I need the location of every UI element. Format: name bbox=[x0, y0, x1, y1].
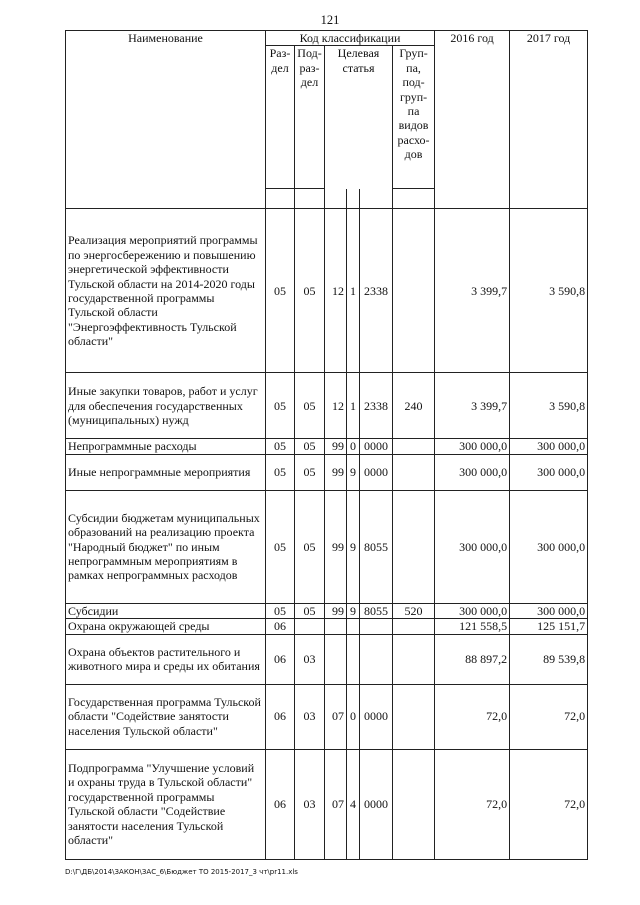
row-expense-group bbox=[393, 439, 435, 454]
row-target-direction: 0000 bbox=[360, 684, 393, 749]
row-expense-group: 520 bbox=[393, 603, 435, 618]
header-subsection: Под- раз- дел bbox=[295, 46, 325, 189]
row-target-subprogram: 9 bbox=[347, 454, 360, 490]
table-row bbox=[66, 634, 588, 684]
row-value-2017: 125 151,7 bbox=[510, 619, 588, 634]
row-name: Государственная программа Тульской области "Содействие занятости населения Тульской области" bbox=[66, 684, 266, 749]
row-value-2016: 300 000,0 bbox=[435, 490, 510, 603]
row-value-2016: 3 399,7 bbox=[435, 209, 510, 373]
row-target-direction: 0000 bbox=[360, 749, 393, 859]
row-name: Реализация мероприятий программы по энергосбережению и повышению энергетической эффективности Тульской области на 2014-2020 годы государственной программы Тульской области "Энергоэффективность Тульской области" bbox=[66, 209, 266, 373]
row-subsection: 05 bbox=[295, 373, 325, 439]
row-value-2017: 300 000,0 bbox=[510, 490, 588, 603]
header-expense-group: Груп- па, под- груп- па видов расхо- дов bbox=[393, 46, 435, 189]
row-target-subprogram: 4 bbox=[347, 749, 360, 859]
row-section: 05 bbox=[266, 490, 295, 603]
row-target-direction: 0000 bbox=[360, 454, 393, 490]
row-value-2016: 300 000,0 bbox=[435, 603, 510, 618]
row-value-2017: 72,0 bbox=[510, 684, 588, 749]
row-value-2017: 89 539,8 bbox=[510, 634, 588, 684]
row-subsection: 05 bbox=[295, 209, 325, 373]
table-row bbox=[66, 749, 588, 859]
row-section: 05 bbox=[266, 454, 295, 490]
row-subsection: 03 bbox=[295, 749, 325, 859]
row-name: Непрограммные расходы bbox=[66, 439, 266, 454]
row-name: Подпрограмма "Улучшение условий и охраны труда в Тульской области" государственной программы Тульской области "Содействие занятости населения Тульской области" bbox=[66, 749, 266, 859]
header-year-2016: 2016 год bbox=[435, 31, 510, 209]
row-value-2017: 3 590,8 bbox=[510, 209, 588, 373]
page-number: 121 bbox=[320, 13, 340, 27]
row-section: 05 bbox=[266, 209, 295, 373]
row-name: Иные закупки товаров, работ и услуг для обеспечения государственных (муниципальных) нужд bbox=[66, 373, 266, 439]
row-target-program: 99 bbox=[325, 490, 347, 603]
row-target-subprogram: 9 bbox=[347, 603, 360, 618]
row-value-2017: 3 590,8 bbox=[510, 373, 588, 439]
row-name: Охрана объектов растительного и животного мира и среды их обитания bbox=[66, 634, 266, 684]
table-row bbox=[66, 439, 588, 454]
row-section: 06 bbox=[266, 634, 295, 684]
row-target-subprogram: 0 bbox=[347, 684, 360, 749]
row-target-direction bbox=[360, 634, 393, 684]
table-row bbox=[66, 490, 588, 603]
row-value-2016: 72,0 bbox=[435, 749, 510, 859]
row-target-program: 07 bbox=[325, 684, 347, 749]
table-row bbox=[66, 209, 588, 373]
row-subsection bbox=[295, 619, 325, 634]
row-target-direction: 8055 bbox=[360, 603, 393, 618]
header-name: Наименование bbox=[66, 31, 266, 209]
row-section: 05 bbox=[266, 373, 295, 439]
row-value-2016: 3 399,7 bbox=[435, 373, 510, 439]
row-section: 06 bbox=[266, 684, 295, 749]
row-target-subprogram: 1 bbox=[347, 209, 360, 373]
row-expense-group bbox=[393, 619, 435, 634]
row-expense-group bbox=[393, 749, 435, 859]
row-section: 06 bbox=[266, 749, 295, 859]
row-value-2017: 300 000,0 bbox=[510, 603, 588, 618]
header-classification-code: Код классификации bbox=[266, 31, 435, 46]
row-subsection: 05 bbox=[295, 603, 325, 618]
row-expense-group bbox=[393, 490, 435, 603]
table-row bbox=[66, 684, 588, 749]
row-target-subprogram bbox=[347, 619, 360, 634]
row-section: 06 bbox=[266, 619, 295, 634]
row-value-2016: 88 897,2 bbox=[435, 634, 510, 684]
row-target-program: 99 bbox=[325, 454, 347, 490]
header-year-2017: 2017 год bbox=[510, 31, 588, 209]
row-target-subprogram bbox=[347, 634, 360, 684]
row-subsection: 03 bbox=[295, 684, 325, 749]
row-expense-group bbox=[393, 209, 435, 373]
row-target-subprogram: 0 bbox=[347, 439, 360, 454]
row-value-2017: 300 000,0 bbox=[510, 439, 588, 454]
row-value-2016: 300 000,0 bbox=[435, 454, 510, 490]
row-subsection: 05 bbox=[295, 490, 325, 603]
row-expense-group bbox=[393, 454, 435, 490]
row-value-2017: 300 000,0 bbox=[510, 454, 588, 490]
row-target-program: 99 bbox=[325, 603, 347, 618]
row-name: Иные непрограммные мероприятия bbox=[66, 454, 266, 490]
table-row bbox=[66, 603, 588, 618]
row-name: Охрана окружающей среды bbox=[66, 619, 266, 634]
row-target-direction bbox=[360, 619, 393, 634]
row-target-program: 99 bbox=[325, 439, 347, 454]
row-value-2016: 300 000,0 bbox=[435, 439, 510, 454]
table-row bbox=[66, 454, 588, 490]
row-section: 05 bbox=[266, 439, 295, 454]
table-row bbox=[66, 373, 588, 439]
row-expense-group: 240 bbox=[393, 373, 435, 439]
row-expense-group bbox=[393, 684, 435, 749]
row-target-program: 07 bbox=[325, 749, 347, 859]
table-row bbox=[66, 619, 588, 634]
row-target-direction: 8055 bbox=[360, 490, 393, 603]
row-target-program: 12 bbox=[325, 209, 347, 373]
row-subsection: 05 bbox=[295, 454, 325, 490]
header-section: Раз- дел bbox=[266, 46, 295, 189]
header-target-item: Целевая статья bbox=[325, 46, 393, 189]
file-path-footer: D:\Г\ДБ\2014\ЗАКОН\ЗАС_6\Бюджет ТО 2015-2017_3 чт\pr11.xls bbox=[65, 868, 298, 876]
row-target-direction: 2338 bbox=[360, 373, 393, 439]
row-value-2016: 121 558,5 bbox=[435, 619, 510, 634]
row-value-2016: 72,0 bbox=[435, 684, 510, 749]
row-target-subprogram: 1 bbox=[347, 373, 360, 439]
row-subsection: 03 bbox=[295, 634, 325, 684]
row-target-direction: 2338 bbox=[360, 209, 393, 373]
budget-table bbox=[65, 30, 588, 860]
row-subsection: 05 bbox=[295, 439, 325, 454]
row-target-subprogram: 9 bbox=[347, 490, 360, 603]
row-name: Субсидии бюджетам муниципальных образований на реализацию проекта "Народный бюджет" по иным непрограммным мероприятиям в рамках непрограммных расходов bbox=[66, 490, 266, 603]
row-expense-group bbox=[393, 634, 435, 684]
row-target-program bbox=[325, 619, 347, 634]
row-target-direction: 0000 bbox=[360, 439, 393, 454]
row-value-2017: 72,0 bbox=[510, 749, 588, 859]
row-target-program: 12 bbox=[325, 373, 347, 439]
row-name: Субсидии bbox=[66, 603, 266, 618]
row-section: 05 bbox=[266, 603, 295, 618]
row-target-program bbox=[325, 634, 347, 684]
